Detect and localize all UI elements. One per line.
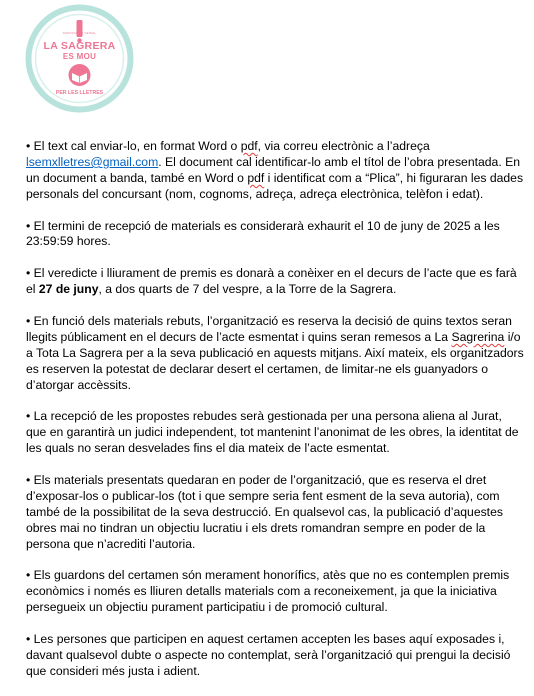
logo-title-line1: LA SAGRERA bbox=[43, 40, 116, 52]
text-segment: . El document cal identificar-lo amb el títol de l’obra presentada. En un document a banda, també en Word o bbox=[26, 154, 521, 185]
text-segment: , via correu electrònic a l’adreça bbox=[257, 139, 430, 153]
text-segment: i/o a Tota La Sagrera per a la seva publicació en aquests mitjans. Així mateix, els organitzadors es reserven la potestat de declarar desert el certamen, de limitar-ne els guanyadors o d’atorgar accèssits. bbox=[26, 329, 524, 392]
logo-title-line2: ES MOU bbox=[62, 52, 97, 61]
paragraph-reception: • La recepció de les propostes rebudes serà gestionada per una persona aliena al Jurat, que en garantirà un judici independent, tot mantenint l’anonimat de les obres, la identitat de les quals no seran desvelades fins el dia mateix de l’acte esmentat. bbox=[26, 409, 519, 456]
bold-date: 27 de juny bbox=[38, 282, 99, 297]
text-segment: • En funció dels materials rebuts, l’organització es reserva la decisió de quins textos seran llegits públicament en el decurs de l’acte esmentat i quins seran remesos a La bbox=[26, 313, 512, 344]
paragraph-format bbox=[26, 139, 524, 203]
text-segment: i identificat com a “Plica”, hi figuraran les dades personals del concursant (nom, cognoms, adreça, adreça electrònica, telèfon i edat). bbox=[26, 170, 524, 201]
paragraph-verdict bbox=[26, 266, 524, 298]
text-segment: • El veredicte i lliurament de premis es donarà a conèixer en el decurs de l’acte que es farà el bbox=[26, 266, 517, 297]
bullet: • bbox=[26, 139, 31, 153]
paragraph-deadline: • El termini de recepció de materials es considerarà exhaurit el 10 de juny de 2025 a les 23:59:59 hores. bbox=[26, 218, 500, 249]
spellcheck-word: pdf bbox=[240, 139, 258, 153]
email-link[interactable]: lsemxlletres@gmail.com bbox=[26, 154, 159, 169]
text-segment: El text cal enviar-lo, en format Word o bbox=[30, 139, 241, 153]
paragraph-acceptance: • Les persones que participen en aquest certamen accepten les bases aquí exposades i, davant qualsevol dubte o aspecte no contemplat, serà l’organització qui prengui la decisió que consideri més justa i adient. bbox=[26, 631, 511, 678]
paragraph-materials: • Els materials presentats quedaran en poder de l’organització, que es reserva el dret d’exposar-los o publicar-los (tot i que sempre seria fent esment de la seva autoria), com també de la possibilitat de la seva destrucció. En qualsevol cas, la publicació d’aquestes obres mai no tindran un objectiu lucratiu i els drets romandran sempre en poder de la persona que n’acrediti l’autoria. bbox=[26, 472, 503, 551]
document-body bbox=[26, 139, 524, 696]
logo bbox=[24, 3, 135, 114]
spellcheck-word: Sagrerina bbox=[451, 329, 505, 344]
spellcheck-word: pdf bbox=[247, 170, 265, 185]
text-segment: , a dos quarts de 7 del vespre, a la Torre de la Sagrera. bbox=[98, 282, 397, 297]
paragraph-selection bbox=[26, 314, 524, 394]
logo-small-top: ASSOCIACIÓ VEÏNAL bbox=[62, 31, 97, 35]
logo-bottom-text: PER LES LLETRES bbox=[55, 90, 104, 96]
paragraph-awards: • Els guardons del certamen són merament honorífics, atès que no es contemplen premis econòmics i només es lliuren detalls materials com a reconeixement, ja que la iniciativa persegueix un objectiu purament participatiu i de promoció cultural. bbox=[26, 568, 510, 615]
